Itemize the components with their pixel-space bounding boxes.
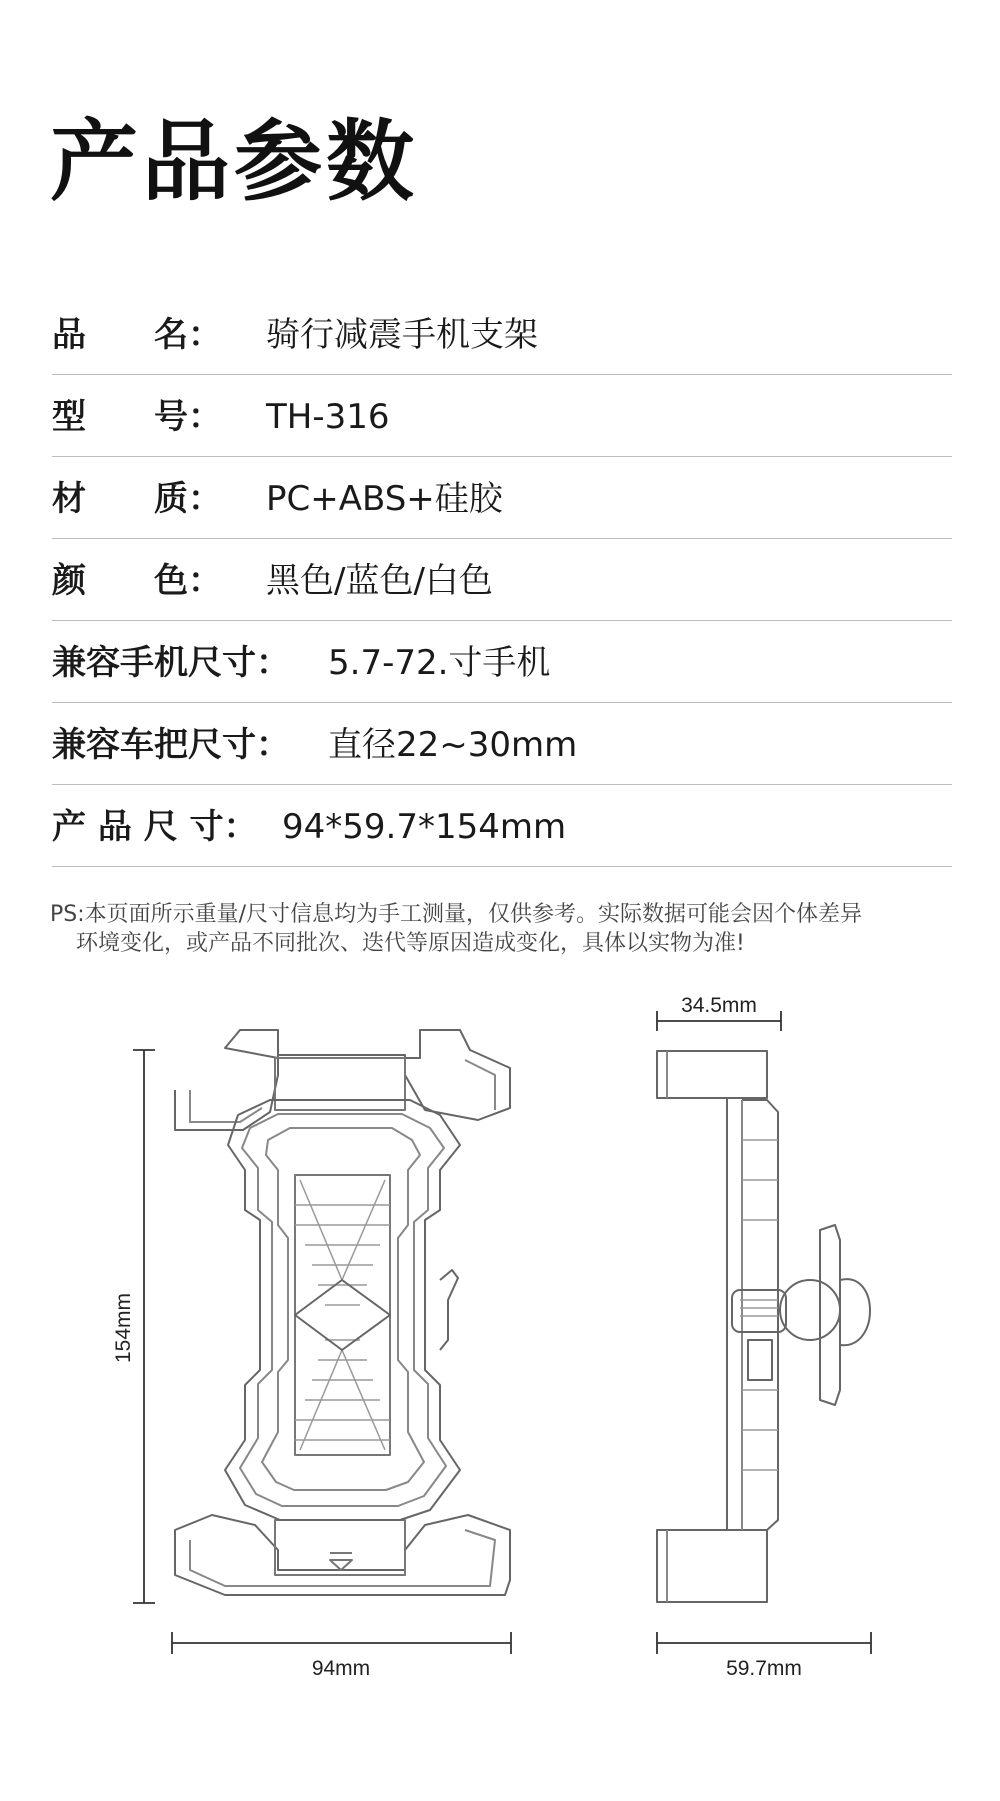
height-dimension-label: 154mm [112,1292,135,1364]
front-view [175,1030,510,1595]
spec-label: 兼容车把尺寸： [52,725,290,765]
spec-label: 型 号： [52,397,222,437]
page-title: 产品参数 [50,110,419,213]
spec-value: 直径22~30mm [328,725,578,765]
spec-value: TH-316 [266,397,390,437]
spec-label: 品 名： [52,315,222,355]
spec-label: 产 品 尺 寸： [52,807,258,847]
clamp-depth-dimension-label: 34.5mm [681,994,757,1017]
front-width-dimension [172,1632,511,1654]
note-line-1: PS:本页面所示重量/尺寸信息均为手工测量，仅供参考。实际数据可能会因个体差异 [50,902,863,927]
front-width-dimension-label: 94mm [311,1657,371,1680]
spec-value: 骑行减震手机支架 [266,315,538,355]
spec-value: 5.7-72.寸手机 [328,643,551,683]
spec-label: 颜 色： [52,561,222,601]
spec-label: 材 质： [52,479,222,519]
spec-value: PC+ABS+硅胶 [266,479,503,519]
spec-value: 94*59.7*154mm [282,807,567,847]
side-width-dimension [657,1632,871,1654]
height-dimension [133,1050,155,1603]
spec-label: 兼容手机尺寸： [52,643,290,683]
spec-value: 黑色/蓝色/白色 [266,561,493,601]
note-line-2: 环境变化，或产品不同批次、迭代等原因造成变化，具体以实物为准! [76,931,745,956]
side-width-dimension-label: 59.7mm [726,1657,802,1680]
side-view [657,1051,870,1602]
